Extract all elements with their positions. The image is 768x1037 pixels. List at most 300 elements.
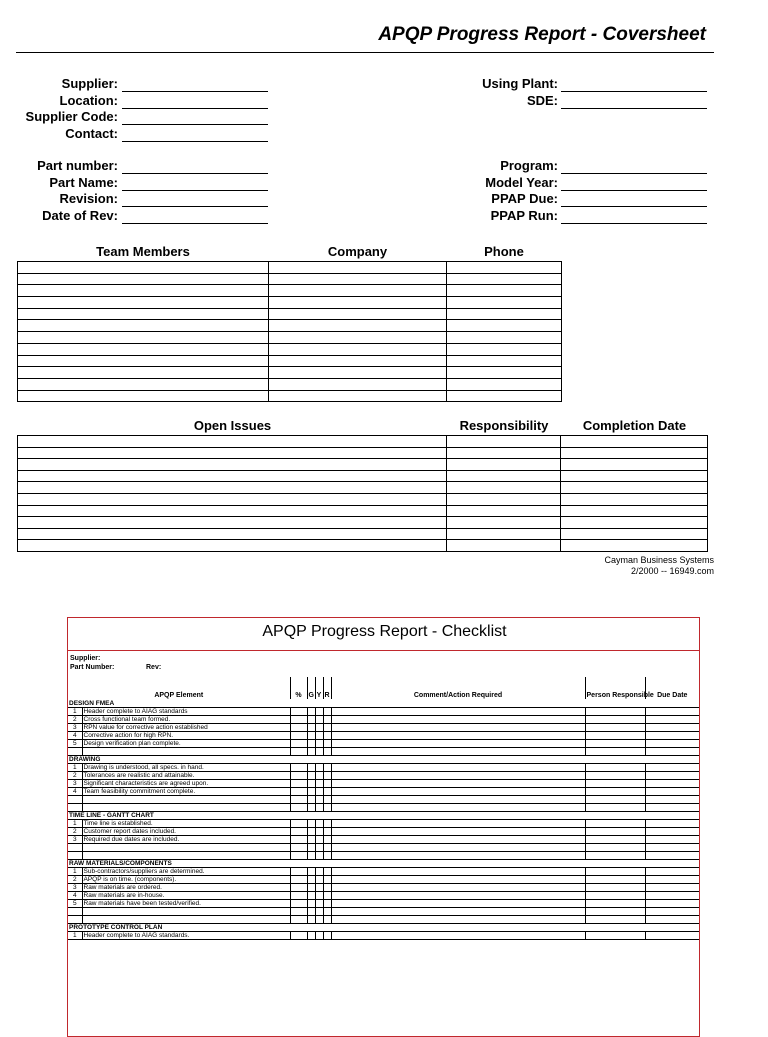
table-cell[interactable] [447, 332, 562, 344]
comment-cell[interactable] [331, 907, 585, 915]
percent-cell[interactable] [290, 827, 307, 835]
green-cell[interactable] [307, 771, 315, 779]
person-cell[interactable] [585, 771, 645, 779]
percent-cell[interactable] [290, 763, 307, 771]
red-cell[interactable] [323, 907, 331, 915]
field-entry-line[interactable] [561, 158, 707, 174]
person-cell[interactable] [585, 915, 645, 923]
table-cell[interactable] [18, 459, 447, 471]
due-cell[interactable] [645, 819, 699, 827]
due-cell[interactable] [645, 883, 699, 891]
item-number [68, 747, 82, 755]
table-cell[interactable] [268, 343, 447, 355]
red-cell[interactable] [323, 891, 331, 899]
red-cell[interactable] [323, 795, 331, 803]
yellow-cell[interactable] [315, 931, 323, 939]
red-cell[interactable] [323, 723, 331, 731]
green-cell[interactable] [307, 915, 315, 923]
red-cell[interactable] [323, 779, 331, 787]
red-cell[interactable] [323, 739, 331, 747]
yellow-cell[interactable] [315, 763, 323, 771]
percent-cell[interactable] [290, 771, 307, 779]
percent-cell[interactable] [290, 723, 307, 731]
comment-cell[interactable] [331, 707, 585, 715]
checklist-rev-label: Rev: [146, 664, 162, 671]
percent-cell[interactable] [290, 907, 307, 915]
table-cell[interactable] [18, 505, 447, 517]
green-cell[interactable] [307, 907, 315, 915]
table-cell[interactable] [18, 482, 447, 494]
comment-cell[interactable] [331, 883, 585, 891]
table-cell[interactable] [18, 470, 447, 482]
table-cell[interactable] [18, 355, 269, 367]
table-cell[interactable] [268, 273, 447, 285]
percent-cell[interactable] [290, 931, 307, 939]
due-cell[interactable] [645, 915, 699, 923]
table-cell[interactable] [268, 320, 447, 332]
credit-date-url: 2/2000 -- 16949.com [630, 566, 714, 576]
yellow-cell[interactable] [315, 899, 323, 907]
due-cell[interactable] [645, 779, 699, 787]
percent-cell[interactable] [290, 899, 307, 907]
green-cell[interactable] [307, 707, 315, 715]
percent-cell[interactable] [290, 803, 307, 811]
green-cell[interactable] [307, 835, 315, 843]
item-text[interactable] [82, 795, 290, 803]
yellow-cell[interactable] [315, 867, 323, 875]
due-cell[interactable] [645, 707, 699, 715]
field-entry-line[interactable] [561, 175, 707, 191]
checklist-item-row [68, 763, 699, 771]
percent-cell[interactable] [290, 707, 307, 715]
percent-cell[interactable] [290, 851, 307, 859]
red-cell[interactable] [323, 883, 331, 891]
item-number: 4 [68, 891, 82, 899]
percent-cell[interactable] [290, 835, 307, 843]
item-text: Raw materials are ordered. [82, 883, 290, 891]
company-header: Company [327, 244, 388, 259]
table-row [18, 332, 562, 344]
item-number: 1 [68, 867, 82, 875]
table-cell[interactable] [447, 343, 562, 355]
green-cell[interactable] [307, 843, 315, 851]
person-cell[interactable] [585, 931, 645, 939]
red-cell[interactable] [323, 819, 331, 827]
green-cell[interactable] [307, 851, 315, 859]
table-cell[interactable] [447, 517, 561, 529]
item-text[interactable] [82, 907, 290, 915]
comment-cell[interactable] [331, 891, 585, 899]
comment-cell[interactable] [331, 835, 585, 843]
due-cell[interactable] [645, 875, 699, 883]
table-cell[interactable] [268, 308, 447, 320]
table-row [18, 367, 562, 379]
comment-cell[interactable] [331, 747, 585, 755]
field-label-text: Program: [500, 158, 558, 173]
section-row [68, 811, 699, 819]
red-cell[interactable] [323, 787, 331, 795]
person-cell[interactable] [585, 899, 645, 907]
table-cell[interactable] [18, 343, 269, 355]
red-cell[interactable] [323, 731, 331, 739]
green-cell[interactable] [307, 899, 315, 907]
checklist-item-row [68, 819, 699, 827]
person-cell[interactable] [585, 787, 645, 795]
person-cell[interactable] [585, 883, 645, 891]
person-cell[interactable] [585, 707, 645, 715]
due-cell[interactable] [645, 843, 699, 851]
red-cell[interactable] [323, 707, 331, 715]
due-cell[interactable] [645, 907, 699, 915]
yellow-cell[interactable] [315, 715, 323, 723]
checklist-table [68, 677, 699, 940]
table-cell[interactable] [18, 285, 269, 297]
comment-cell[interactable] [331, 723, 585, 731]
table-cell[interactable] [447, 493, 561, 505]
percent-cell[interactable] [290, 875, 307, 883]
table-cell[interactable] [18, 378, 269, 390]
person-cell[interactable] [585, 779, 645, 787]
field-label-text: Part number: [37, 158, 118, 173]
person-cell[interactable] [585, 747, 645, 755]
apqp-checklist [67, 617, 700, 1037]
table-row [18, 505, 708, 517]
due-cell[interactable] [645, 787, 699, 795]
field-label-text: Supplier: [61, 76, 118, 91]
table-cell[interactable] [447, 297, 562, 309]
table-cell[interactable] [268, 367, 447, 379]
table-cell[interactable] [18, 262, 269, 274]
table-row [18, 459, 708, 471]
table-cell[interactable] [268, 390, 447, 402]
comment-cell[interactable] [331, 739, 585, 747]
yellow-cell[interactable] [315, 795, 323, 803]
red-cell[interactable] [323, 867, 331, 875]
table-cell[interactable] [268, 262, 447, 274]
comment-cell[interactable] [331, 731, 585, 739]
table-cell[interactable] [561, 482, 708, 494]
table-cell[interactable] [447, 470, 561, 482]
table-cell[interactable] [18, 367, 269, 379]
table-cell[interactable] [18, 447, 447, 459]
percent-cell[interactable] [290, 795, 307, 803]
person-cell[interactable] [585, 907, 645, 915]
item-text: Sub-contractors/suppliers are determined. [82, 867, 290, 875]
due-cell[interactable] [645, 803, 699, 811]
yellow-cell[interactable] [315, 779, 323, 787]
table-cell[interactable] [447, 540, 561, 552]
checklist-title-divider [68, 650, 699, 651]
due-cell[interactable] [645, 771, 699, 779]
comment-cell[interactable] [331, 787, 585, 795]
table-cell[interactable] [561, 459, 708, 471]
yellow-cell[interactable] [315, 875, 323, 883]
comment-cell[interactable] [331, 803, 585, 811]
due-cell[interactable] [645, 739, 699, 747]
table-cell[interactable] [268, 332, 447, 344]
table-cell[interactable] [561, 540, 708, 552]
comment-cell[interactable] [331, 715, 585, 723]
item-number: 2 [68, 875, 82, 883]
comment-cell[interactable] [331, 915, 585, 923]
percent-cell[interactable] [290, 883, 307, 891]
comment-cell[interactable] [331, 899, 585, 907]
green-cell[interactable] [307, 875, 315, 883]
yellow-cell[interactable] [315, 843, 323, 851]
checklist-item-row [68, 739, 699, 747]
yellow-cell[interactable] [315, 803, 323, 811]
red-cell[interactable] [323, 803, 331, 811]
person-cell[interactable] [585, 867, 645, 875]
table-cell[interactable] [18, 308, 269, 320]
table-cell[interactable] [447, 273, 562, 285]
table-cell[interactable] [561, 528, 708, 540]
due-cell[interactable] [645, 899, 699, 907]
person-cell[interactable] [585, 795, 645, 803]
item-text[interactable] [82, 747, 290, 755]
comment-cell[interactable] [331, 819, 585, 827]
person-cell[interactable] [585, 819, 645, 827]
person-cell[interactable] [585, 827, 645, 835]
person-cell[interactable] [585, 731, 645, 739]
checklist-item-row [68, 715, 699, 723]
item-text: Tolerances are realistic and attainable. [82, 771, 290, 779]
green-cell[interactable] [307, 867, 315, 875]
yellow-cell[interactable] [315, 915, 323, 923]
percent-cell[interactable] [290, 819, 307, 827]
table-cell[interactable] [447, 505, 561, 517]
item-number: 2 [68, 771, 82, 779]
percent-cell[interactable] [290, 731, 307, 739]
person-cell[interactable] [585, 875, 645, 883]
due-cell[interactable] [645, 851, 699, 859]
section-title: DESIGN FMEA [68, 699, 699, 707]
item-text[interactable] [82, 843, 290, 851]
due-cell[interactable] [645, 723, 699, 731]
due-cell[interactable] [645, 867, 699, 875]
yellow-cell[interactable] [315, 739, 323, 747]
item-number: 3 [68, 883, 82, 891]
red-cell[interactable] [323, 931, 331, 939]
green-cell[interactable] [307, 747, 315, 755]
due-cell[interactable] [645, 891, 699, 899]
item-text[interactable] [82, 851, 290, 859]
person-cell[interactable] [585, 803, 645, 811]
table-cell[interactable] [561, 470, 708, 482]
field-label [0, 126, 118, 142]
percent-cell[interactable] [290, 747, 307, 755]
person-cell[interactable] [585, 891, 645, 899]
percent-cell[interactable] [290, 891, 307, 899]
person-cell[interactable] [585, 851, 645, 859]
yellow-cell[interactable] [315, 883, 323, 891]
table-cell[interactable] [561, 436, 708, 448]
percent-cell[interactable] [290, 739, 307, 747]
table-cell[interactable] [447, 447, 561, 459]
red-cell[interactable] [323, 899, 331, 907]
green-cell[interactable] [307, 763, 315, 771]
due-cell[interactable] [645, 827, 699, 835]
green-cell[interactable] [307, 739, 315, 747]
yellow-cell[interactable] [315, 819, 323, 827]
green-cell[interactable] [307, 803, 315, 811]
comment-cell[interactable] [331, 875, 585, 883]
checklist-part-number-label: Part Number: [70, 664, 115, 671]
table-cell[interactable] [561, 447, 708, 459]
green-cell[interactable] [307, 827, 315, 835]
percent-cell[interactable] [290, 915, 307, 923]
due-cell[interactable] [645, 731, 699, 739]
person-cell[interactable] [585, 835, 645, 843]
table-cell[interactable] [18, 517, 447, 529]
due-cell[interactable] [645, 747, 699, 755]
person-cell[interactable] [585, 739, 645, 747]
red-cell[interactable] [323, 915, 331, 923]
person-cell[interactable] [585, 715, 645, 723]
yellow-cell[interactable] [315, 851, 323, 859]
yellow-cell[interactable] [315, 835, 323, 843]
team-members-table [17, 261, 562, 402]
item-text: Raw materials have been tested/verified. [82, 899, 290, 907]
table-cell[interactable] [18, 493, 447, 505]
field-entry-line[interactable] [561, 191, 707, 207]
field-entry-line[interactable] [561, 93, 707, 109]
table-cell[interactable] [268, 378, 447, 390]
table-cell[interactable] [447, 528, 561, 540]
percent-cell[interactable] [290, 787, 307, 795]
table-cell[interactable] [18, 540, 447, 552]
due-cell[interactable] [645, 835, 699, 843]
comment-cell[interactable] [331, 867, 585, 875]
table-row [18, 436, 708, 448]
table-cell[interactable] [18, 273, 269, 285]
table-cell[interactable] [447, 355, 562, 367]
red-cell[interactable] [323, 843, 331, 851]
green-cell[interactable] [307, 819, 315, 827]
table-cell[interactable] [561, 517, 708, 529]
green-cell[interactable] [307, 883, 315, 891]
field-entry-line[interactable] [122, 126, 268, 142]
table-cell[interactable] [268, 355, 447, 367]
comment-cell[interactable] [331, 827, 585, 835]
yellow-cell[interactable] [315, 787, 323, 795]
yellow-cell[interactable] [315, 907, 323, 915]
percent-cell[interactable] [290, 779, 307, 787]
comment-cell[interactable] [331, 843, 585, 851]
yellow-cell[interactable] [315, 747, 323, 755]
due-cell[interactable] [645, 795, 699, 803]
table-cell[interactable] [447, 436, 561, 448]
table-cell[interactable] [18, 390, 269, 402]
person-cell[interactable] [585, 723, 645, 731]
field-entry-line[interactable] [561, 76, 707, 92]
table-cell[interactable] [447, 308, 562, 320]
field-label-text: Contact: [65, 125, 118, 141]
checklist-item-row [68, 723, 699, 731]
item-text: APQP is on time. (components). [82, 875, 290, 883]
red-cell[interactable] [323, 763, 331, 771]
green-cell[interactable] [307, 787, 315, 795]
table-row [18, 482, 708, 494]
checklist-blank-row [68, 843, 699, 851]
checklist-item-row [68, 875, 699, 883]
table-cell[interactable] [447, 459, 561, 471]
red-cell[interactable] [323, 875, 331, 883]
green-cell[interactable] [307, 795, 315, 803]
item-text[interactable] [82, 803, 290, 811]
yellow-cell[interactable] [315, 891, 323, 899]
yellow-cell[interactable] [315, 731, 323, 739]
green-cell[interactable] [307, 731, 315, 739]
table-cell[interactable] [18, 436, 447, 448]
yellow-cell[interactable] [315, 827, 323, 835]
yellow-cell[interactable] [315, 771, 323, 779]
red-cell[interactable] [323, 747, 331, 755]
table-cell[interactable] [268, 285, 447, 297]
green-cell[interactable] [307, 723, 315, 731]
red-cell[interactable] [323, 851, 331, 859]
table-cell[interactable] [18, 297, 269, 309]
item-text[interactable] [82, 915, 290, 923]
green-cell[interactable] [307, 715, 315, 723]
due-cell[interactable] [645, 715, 699, 723]
green-cell[interactable] [307, 891, 315, 899]
table-cell[interactable] [447, 320, 562, 332]
comment-cell[interactable] [331, 779, 585, 787]
red-cell[interactable] [323, 715, 331, 723]
comment-cell[interactable] [331, 931, 585, 939]
completion-date-header: Completion Date [582, 418, 687, 433]
percent-cell[interactable] [290, 715, 307, 723]
table-cell[interactable] [447, 367, 562, 379]
table-cell[interactable] [18, 320, 269, 332]
table-cell[interactable] [18, 528, 447, 540]
green-cell[interactable] [307, 779, 315, 787]
comment-cell[interactable] [331, 771, 585, 779]
yellow-cell[interactable] [315, 723, 323, 731]
green-cell[interactable] [307, 931, 315, 939]
red-cell[interactable] [323, 835, 331, 843]
table-cell[interactable] [447, 378, 562, 390]
due-cell[interactable] [645, 931, 699, 939]
comment-cell[interactable] [331, 851, 585, 859]
table-cell[interactable] [18, 332, 269, 344]
field-entry-line[interactable] [122, 109, 268, 125]
comment-cell[interactable] [331, 763, 585, 771]
table-cell[interactable] [268, 297, 447, 309]
col-header-comment: Comment/Action Required [331, 677, 585, 699]
section-row [68, 859, 699, 867]
table-cell[interactable] [561, 505, 708, 517]
field-entry-line[interactable] [561, 208, 707, 224]
table-cell[interactable] [447, 482, 561, 494]
yellow-cell[interactable] [315, 707, 323, 715]
person-cell[interactable] [585, 763, 645, 771]
table-cell[interactable] [447, 262, 562, 274]
table-cell[interactable] [447, 285, 562, 297]
due-cell[interactable] [645, 763, 699, 771]
red-cell[interactable] [323, 827, 331, 835]
table-cell[interactable] [561, 493, 708, 505]
percent-cell[interactable] [290, 843, 307, 851]
section-title: PROTOTYPE CONTROL PLAN [68, 923, 699, 931]
comment-cell[interactable] [331, 795, 585, 803]
table-cell[interactable] [447, 390, 562, 402]
red-cell[interactable] [323, 771, 331, 779]
person-cell[interactable] [585, 843, 645, 851]
percent-cell[interactable] [290, 867, 307, 875]
item-text: Header complete to AIAG standards. [82, 931, 290, 939]
